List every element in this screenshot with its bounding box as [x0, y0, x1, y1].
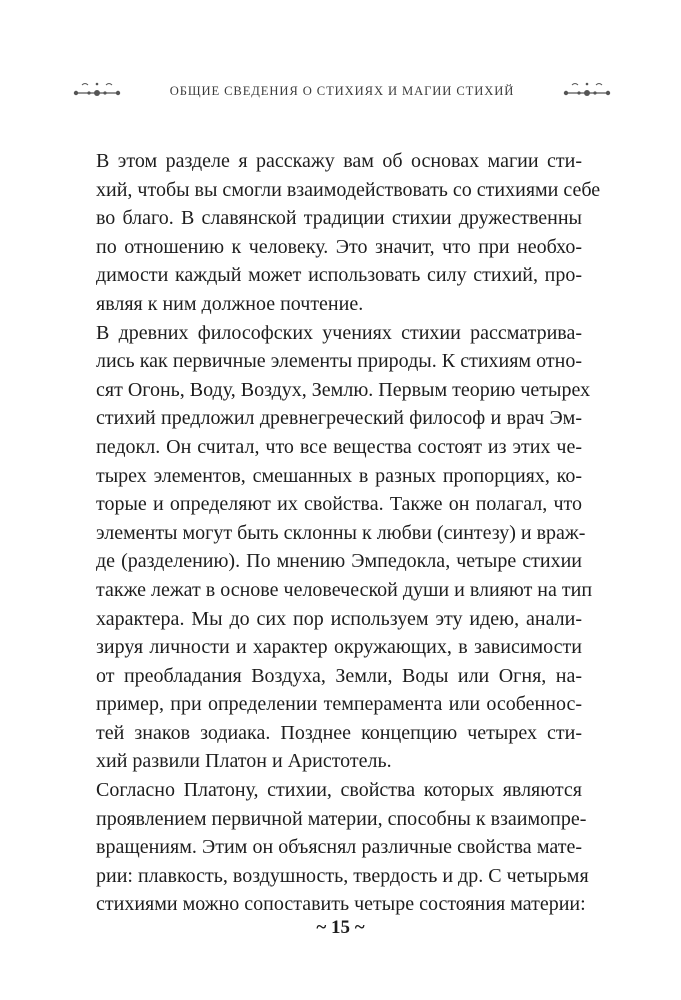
text-line: Согласно Платону, стихии, свойства которых являются [96, 779, 582, 802]
text-line: характера. Мы до сих пор используем эту идею, анали- [96, 607, 582, 630]
text-line: стихий предложил древнегреческий философ и врач Эм- [96, 407, 582, 430]
text-line: вращениям. Этим он объяснял различные свойства мате- [96, 836, 582, 859]
text-line: проявлением первичной материи, способны к взаимопре- [96, 807, 587, 830]
header-title: ОБЩИЕ СВЕДЕНИЯ О СТИХИЯХ И МАГИИ СТИХИЙ [169, 83, 515, 98]
text-line: пример, при определении темперамента или особеннос- [96, 693, 582, 716]
text-line: В древних философских учениях стихии рассматрива- [96, 321, 582, 344]
text-line: педокл. Он считал, что все вещества состоят из этих че- [96, 435, 582, 458]
text-line: являя к ним должное почтение. [96, 292, 364, 315]
text-line: также лежат в основе человеческой души и влияют на тип [96, 578, 593, 601]
right-ornament-icon [562, 76, 612, 106]
text-line: во благо. В славянской традиции стихии дружественны [96, 207, 582, 230]
text-line: по отношению к человеку. Это значит, что при необхо- [96, 235, 582, 258]
text-line: тей знаков зодиака. Позднее концепцию четырех сти- [96, 721, 582, 744]
text-line: В этом разделе я расскажу вам об основах магии сти- [96, 150, 582, 172]
left-ornament-icon [72, 76, 122, 106]
running-header [72, 76, 612, 106]
page-number: ~ 15 ~ [316, 917, 365, 938]
text-line: элементы могут быть склонны к любви (синтезу) и враж- [96, 521, 586, 544]
text-line: де (разделению). По мнению Эмпедокла, четыре стихии [96, 550, 582, 573]
text-line: тырех элементов, смешанных в разных пропорциях, ко- [96, 464, 582, 487]
text-line: стихиями можно сопоставить четыре состояния материи: [96, 893, 586, 916]
text-line: димости каждый может использовать силу стихий, про- [96, 264, 582, 287]
text-line: от преобладания Воздуха, Земли, Воды или Огня, на- [96, 664, 582, 687]
body-text [96, 147, 601, 919]
text-line: лись как первичные элементы природы. К стихиям отно- [96, 350, 582, 373]
text-line: зируя личности и характер окружающих, в зависимости [96, 636, 582, 659]
text-line: хий развили Платон и Аристотель. [96, 750, 392, 773]
text-line: торые и определяют их свойства. Также он полагал, что [96, 493, 582, 516]
text-line: хий, чтобы вы смогли взаимодействовать со стихиями себе [96, 178, 601, 201]
text-line: сят Огонь, Воду, Воздух, Землю. Первым теорию четырех [96, 378, 591, 401]
text-line: рии: плавкость, воздушность, твердость и др. С четырьмя [96, 864, 589, 887]
